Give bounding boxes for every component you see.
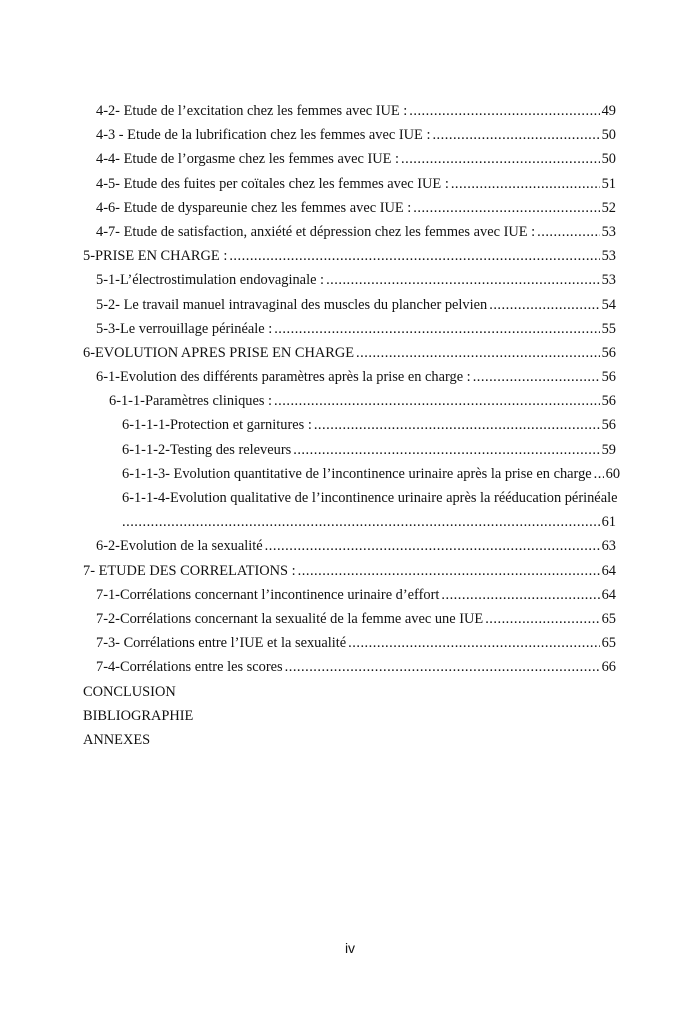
toc-entry-title: 4-2- Etude de l’excitation chez les femmes avec IUE : bbox=[96, 103, 408, 119]
toc-entry-page: 53 bbox=[601, 272, 616, 289]
toc-entry bbox=[83, 389, 616, 413]
toc-entry-title: 5-3-Le verrouillage périnéale : bbox=[96, 320, 273, 337]
dot-leader bbox=[356, 341, 600, 365]
dot-leader bbox=[314, 413, 600, 437]
toc-entry bbox=[83, 413, 616, 437]
toc-entry-title: 6-1-1-1-Protection et garnitures : bbox=[122, 417, 312, 434]
toc-entry-title: 5-2- Le travail manuel intravaginal des muscles du plancher pelvien bbox=[96, 296, 488, 313]
toc-entry-page: 64 bbox=[601, 562, 616, 579]
toc-entry-page: 55 bbox=[601, 320, 616, 337]
toc-entry-title: 7-1-Corrélations concernant l’incontinence urinaire d’effort bbox=[96, 586, 440, 603]
toc-entry bbox=[83, 438, 616, 462]
dot-leader bbox=[473, 365, 600, 389]
toc-entry-page: 63 bbox=[601, 538, 616, 555]
toc-entry-title: 4-7- Etude de satisfaction, anxiété et dépression chez les femmes avec IUE : bbox=[96, 223, 536, 240]
toc-entry-title: 7-4-Corrélations entre les scores bbox=[96, 659, 283, 676]
toc-entry-title: 4-3 - Etude de la lubrification chez les femmes avec IUE : bbox=[96, 127, 431, 144]
toc-entry bbox=[83, 365, 616, 389]
dot-leader bbox=[489, 293, 599, 317]
toc-entry bbox=[83, 123, 616, 147]
toc-entry-page: 61 bbox=[601, 514, 616, 531]
toc-entry-title: 5-PRISE EN CHARGE : bbox=[83, 248, 228, 265]
toc-entry bbox=[83, 583, 616, 607]
table-of-contents bbox=[83, 99, 621, 752]
toc-entry-title: 4-4- Etude de l’orgasme chez les femmes avec IUE : bbox=[96, 151, 400, 168]
toc-entry-title: 5-1-L’électrostimulation endovaginale : bbox=[96, 272, 325, 289]
toc-entry-page: 56 bbox=[601, 344, 616, 361]
dot-leader bbox=[485, 607, 599, 631]
toc-entry bbox=[83, 559, 616, 583]
toc-entry-page: 56 bbox=[601, 417, 616, 434]
toc-entry-title: 7-3- Corrélations entre l’IUE et la sexualité bbox=[96, 635, 347, 652]
toc-entry-page: 65 bbox=[601, 610, 616, 627]
toc-entry-page: 54 bbox=[601, 296, 616, 313]
toc-entry-title: 7- ETUDE DES CORRELATIONS : bbox=[83, 562, 296, 579]
toc-entry-page: 50 bbox=[601, 127, 616, 144]
dot-leader bbox=[451, 172, 600, 196]
toc-section-annexes bbox=[83, 728, 616, 752]
dot-leader bbox=[293, 438, 599, 462]
toc-section-conclusion bbox=[83, 680, 616, 704]
toc-entry bbox=[83, 534, 616, 558]
toc-entry bbox=[83, 317, 616, 341]
toc-entry-title: 6-1-Evolution des différents paramètres après la prise en charge : bbox=[96, 369, 471, 386]
dot-leader bbox=[401, 147, 600, 171]
toc-entry-page: 56 bbox=[601, 369, 616, 386]
toc-entry-page: 49 bbox=[601, 103, 616, 119]
toc-entry-page: 56 bbox=[601, 393, 616, 410]
dot-leader bbox=[326, 268, 600, 292]
toc-entry bbox=[83, 655, 616, 679]
toc-section-title: CONCLUSION bbox=[83, 683, 176, 700]
toc-entry-page: 53 bbox=[601, 223, 616, 240]
toc-entry bbox=[83, 607, 616, 631]
toc-entry bbox=[83, 268, 616, 292]
toc-entry bbox=[83, 220, 616, 244]
toc-entry-page: 51 bbox=[601, 175, 616, 192]
toc-entry-page: 53 bbox=[601, 248, 616, 265]
dot-leader bbox=[229, 244, 599, 268]
dot-leader bbox=[285, 655, 600, 679]
toc-section-title: BIBLIOGRAPHIE bbox=[83, 707, 194, 724]
dot-leader bbox=[265, 534, 600, 558]
toc-entry-page: 65 bbox=[601, 635, 616, 652]
toc-section-title: ANNEXES bbox=[83, 731, 151, 748]
dot-leader bbox=[274, 317, 599, 341]
toc-entry-title: 7-2-Corrélations concernant la sexualité de la femme avec une IUE bbox=[96, 610, 484, 627]
dot-leader bbox=[413, 196, 599, 220]
dot-leader bbox=[594, 462, 604, 486]
dot-leader bbox=[298, 559, 600, 583]
toc-entry bbox=[83, 147, 616, 171]
toc-entry bbox=[83, 172, 616, 196]
dot-leader bbox=[348, 631, 599, 655]
toc-entry-title: 6-1-1-Paramètres cliniques : bbox=[109, 393, 273, 410]
toc-entry-title: 6-1-1-4-Evolution qualitative de l’incontinence urinaire après la rééducation périnéale bbox=[122, 490, 618, 506]
toc-entry-continuation bbox=[83, 510, 616, 534]
toc-entry bbox=[83, 486, 616, 510]
toc-entry-title: 4-6- Etude de dyspareunie chez les femmes avec IUE : bbox=[96, 199, 412, 216]
page-number: iv bbox=[344, 940, 356, 956]
dot-leader bbox=[441, 583, 599, 607]
toc-entry bbox=[83, 341, 616, 365]
toc-entry bbox=[83, 196, 616, 220]
toc-entry bbox=[83, 462, 621, 486]
toc-entry-title: 6-2-Evolution de la sexualité bbox=[96, 538, 263, 555]
toc-entry-page: 64 bbox=[601, 586, 616, 603]
toc-entry-title: 6-1-1-3- Evolution quantitative de l’incontinence urinaire après la prise en charge bbox=[122, 465, 592, 482]
toc-entry bbox=[83, 631, 616, 655]
toc-entry-page: 52 bbox=[601, 199, 616, 216]
dot-leader bbox=[537, 220, 599, 244]
toc-entry bbox=[83, 244, 616, 268]
toc-entry-page: 66 bbox=[601, 659, 616, 676]
toc-entry-page: 60 bbox=[605, 465, 621, 482]
toc-entry bbox=[83, 99, 616, 123]
toc-entry-title: 4-5- Etude des fuites per coïtales chez les femmes avec IUE : bbox=[96, 175, 449, 192]
toc-entry-title: 6-EVOLUTION APRES PRISE EN CHARGE bbox=[83, 344, 355, 361]
toc-entry-page: 59 bbox=[601, 441, 616, 458]
dot-leader bbox=[432, 123, 599, 147]
dot-leader bbox=[409, 99, 599, 123]
toc-entry-page: 50 bbox=[601, 151, 616, 168]
dot-leader bbox=[122, 510, 600, 534]
toc-entry bbox=[83, 293, 616, 317]
dot-leader bbox=[274, 389, 600, 413]
toc-section-bibliographie bbox=[83, 704, 616, 728]
toc-entry-title: 6-1-1-2-Testing des releveurs bbox=[122, 441, 292, 458]
